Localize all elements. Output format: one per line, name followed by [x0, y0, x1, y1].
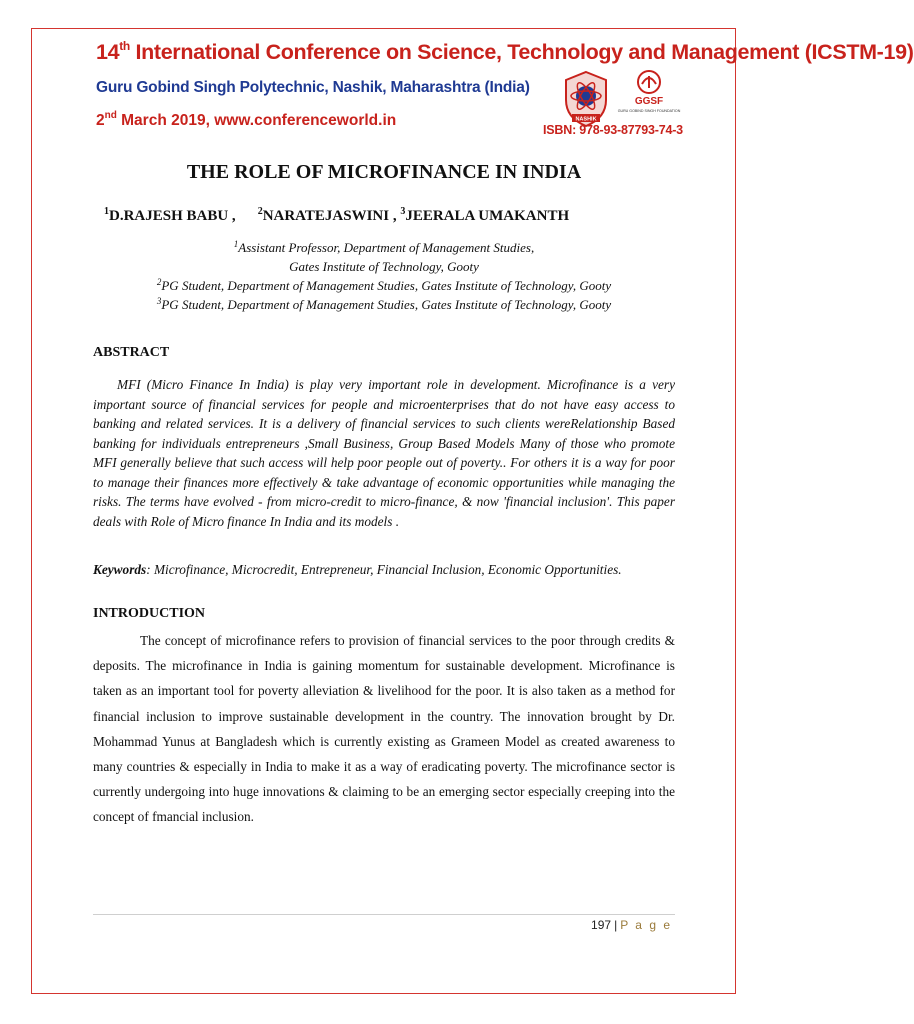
emblem-label: NASHIK — [575, 116, 597, 123]
affiliation-1-cont — [0, 259, 768, 275]
college-emblem-logo — [560, 68, 612, 130]
keywords-text: : Microfinance, Microcredit, Entrepreneur, Financial Inclusion, Economic Opportunities. — [146, 562, 622, 577]
affiliation-1-text: Assistant Professor, Department of Management Studies, — [238, 240, 535, 255]
foundation-logo-label: GGSF — [634, 96, 664, 107]
conference-venue: Guru Gobind Singh Polytechnic, Nashik, Maharashtra (India) — [96, 79, 530, 96]
conference-number-suffix: th — [119, 39, 130, 53]
conference-number: 14 — [96, 40, 120, 64]
conference-title-text: International Conference on Science, Technology and Management (ICSTM-19) — [129, 40, 914, 64]
abstract-heading: ABSTRACT — [93, 345, 170, 360]
author-list — [104, 208, 569, 225]
page-number: 197 — [591, 918, 612, 932]
introduction-heading: INTRODUCTION — [93, 606, 206, 621]
isbn-number: ISBN: 978-93-87793-74-3 — [543, 123, 683, 137]
author-1-sup: 1 — [104, 206, 109, 217]
footer-separator: | — [614, 918, 618, 932]
author-3-sup: 3 — [400, 206, 406, 217]
author-1-name: D.RAJESH BABU , — [109, 208, 236, 224]
affiliation-3-sup: 3 — [156, 296, 162, 306]
affiliation-3 — [0, 297, 768, 313]
date-suffix: nd — [104, 110, 117, 121]
conference-title — [96, 39, 914, 65]
page-label: P a g e — [620, 918, 672, 932]
affiliation-1 — [0, 240, 768, 256]
affiliation-2-text: PG Student, Department of Management Studies, Gates Institute of Technology, Gooty — [161, 278, 612, 293]
author-2-name: NARATEJASWINI , — [262, 208, 397, 224]
footer-divider — [93, 914, 675, 915]
conference-date — [96, 112, 396, 130]
affiliation-1-sup: 1 — [233, 239, 239, 249]
affiliation-3-text: PG Student, Department of Management Studies, Gates Institute of Technology, Gooty — [161, 297, 612, 312]
paper-title: THE ROLE OF MICROFINANCE IN INDIA — [186, 161, 582, 183]
keywords-label: Keywords — [93, 562, 147, 577]
abstract-body: MFI (Micro Finance In India) is play very important role in development. Microfinance is a very important source of financial services for people and microenterprises that do not have easy access to banking and related services. It is a delivery of financial services to such clients wereRelationship Based banking for individuals entrepreneurs ,Small Business, Group Based Models Many of those who promote MFI generally believe that such access will help poor people out of poverty.. For others it is a way for poor to manage their finances more effectively & take advantage of economic opportunities while managing the risks. The terms have evolved - from micro-credit to micro-finance, & now 'financial inclusion'. This paper deals with Role of Micro finance In India and its models . — [93, 377, 675, 529]
date-day: 2 — [96, 112, 105, 129]
date-and-website: March 2019, www.conferenceworld.in — [116, 112, 397, 129]
affiliation-2 — [0, 278, 768, 294]
page-footer — [591, 918, 672, 932]
foundation-logo-sublabel: GURU GOBIND SINGH FOUNDATION — [617, 109, 681, 113]
author-2-sup: 2 — [257, 206, 263, 217]
affiliation-2-sup: 2 — [156, 277, 162, 287]
author-3-name: JEERALA UMAKANTH — [405, 208, 570, 224]
affiliation-1-cont-text: Gates Institute of Technology, Gooty — [289, 259, 479, 274]
foundation-logo — [617, 68, 681, 120]
introduction-body: The concept of microfinance refers to provision of financial services to the poor through credits & deposits. The microfinance in India is gaining momentum for sustainable development. Microfinance is taken as an important tool for poverty alleviation & livelihood for the poor. It is also taken as a method for financial inclusion to improve sustainable development in the country. The innovation brought by Dr. Mohammad Yunus at Bangladesh which is currently existing as Grameen Model as created awareness to many countries & especially in India to make it as a way of eradicating poverty. The microfinance sector is currently undergoing into huge innovations & claiming to be an emerging sector especially creeping into the concept of fmancial inclusion. — [93, 633, 675, 825]
keywords — [93, 562, 675, 577]
